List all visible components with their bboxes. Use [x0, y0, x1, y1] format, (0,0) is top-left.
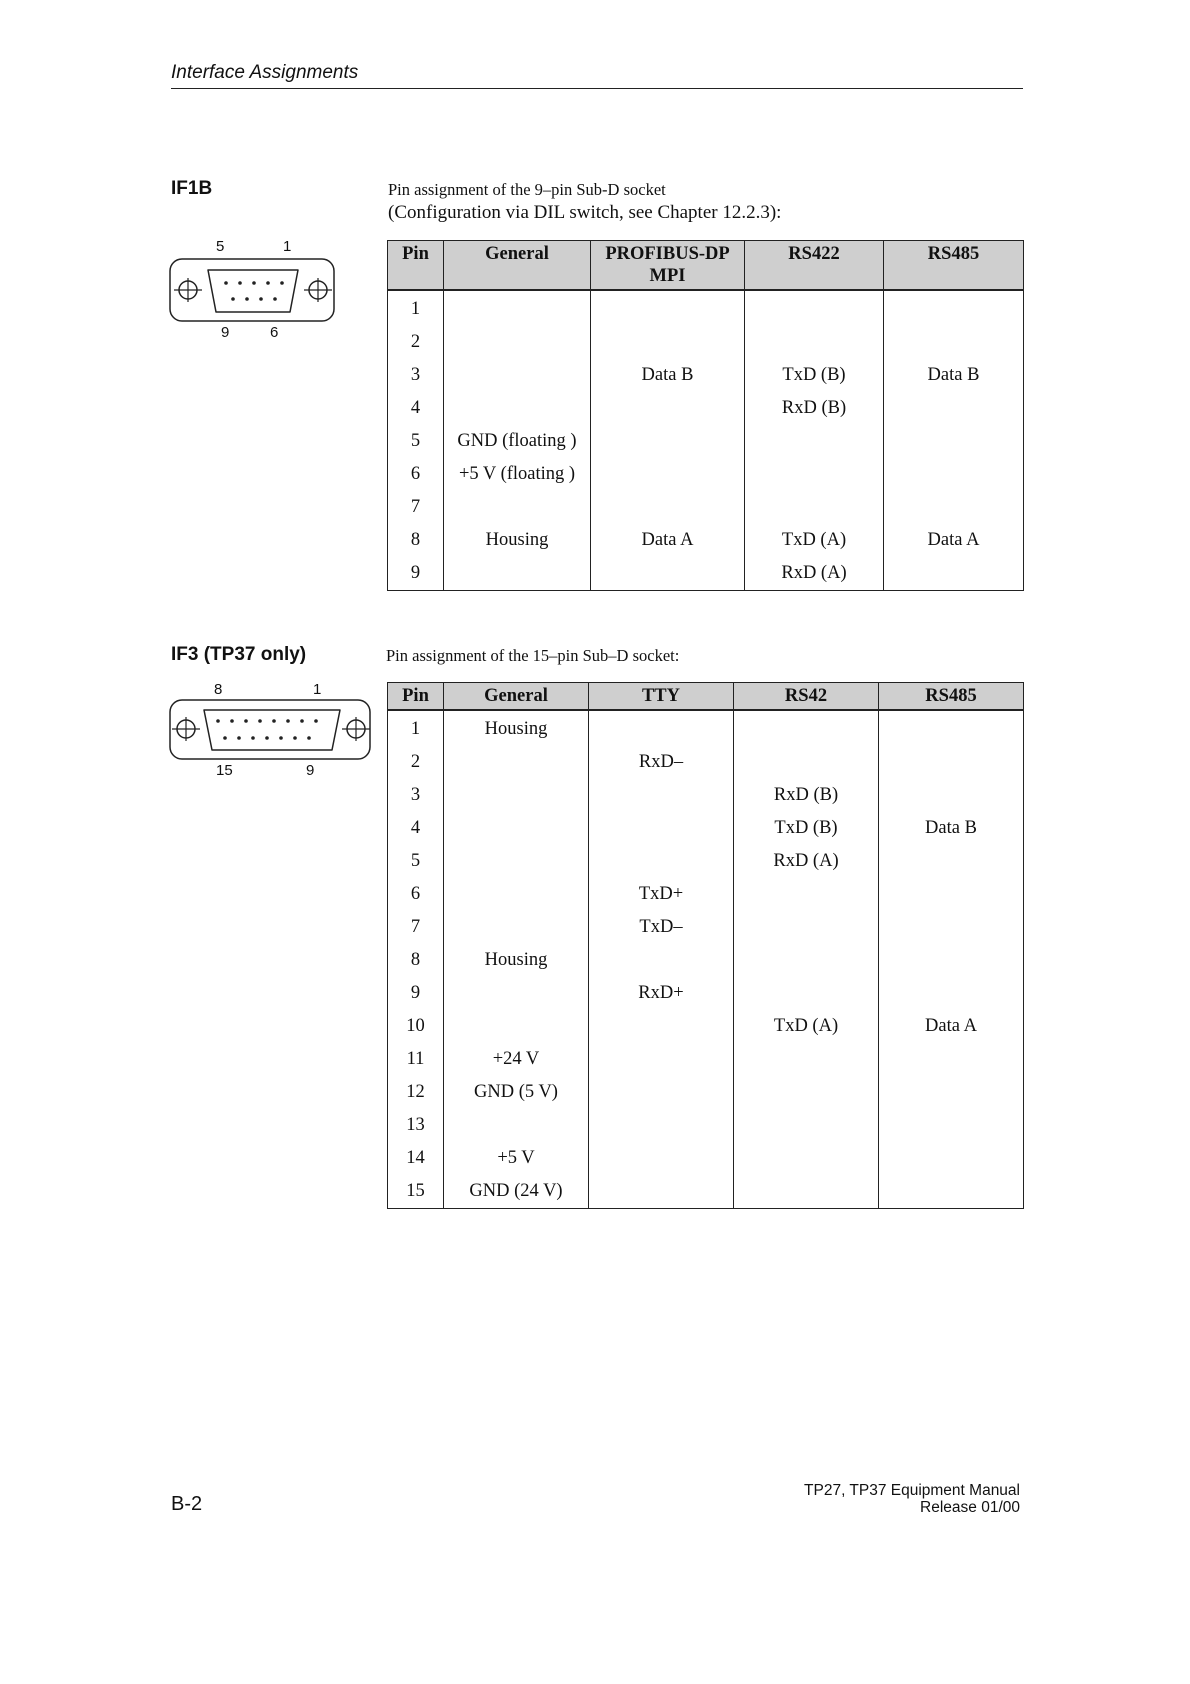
sub-d-15-connector-icon — [168, 698, 374, 762]
table-row — [388, 1043, 1024, 1076]
table-cell — [589, 812, 734, 845]
table-cell: Data B — [884, 359, 1024, 392]
table-cell: 14 — [388, 1142, 444, 1175]
table-cell — [444, 557, 591, 591]
table-cell: 2 — [388, 326, 444, 359]
table-cell — [734, 746, 879, 779]
table-cell — [444, 812, 589, 845]
table-row — [388, 491, 1024, 524]
table-row — [388, 1010, 1024, 1043]
table-cell: Housing — [444, 524, 591, 557]
col-header-rs485: RS485 — [884, 241, 1024, 291]
table-cell: TxD (B) — [745, 359, 884, 392]
table-cell: Housing — [444, 710, 589, 746]
table-cell — [884, 290, 1024, 326]
table-cell: Housing — [444, 944, 589, 977]
col-header-pin: Pin — [388, 683, 444, 711]
table-cell: RxD+ — [589, 977, 734, 1010]
table-cell — [745, 491, 884, 524]
if3-connector-label-bottom-left: 15 — [216, 762, 233, 779]
table-cell: GND (5 V) — [444, 1076, 589, 1109]
if3-connector-label-bottom-right: 9 — [306, 762, 315, 779]
table-cell: TxD (A) — [745, 524, 884, 557]
table-cell: GND (floating ) — [444, 425, 591, 458]
table-cell — [589, 1076, 734, 1109]
table-cell — [879, 1076, 1024, 1109]
table-cell — [734, 977, 879, 1010]
table-cell — [879, 1043, 1024, 1076]
table-cell — [591, 491, 745, 524]
table-cell: 7 — [388, 911, 444, 944]
table-cell — [884, 392, 1024, 425]
table-cell: 1 — [388, 710, 444, 746]
table-cell — [444, 1109, 589, 1142]
table-cell: 15 — [388, 1175, 444, 1209]
table-cell — [879, 944, 1024, 977]
table-cell: RxD– — [589, 746, 734, 779]
table-row — [388, 746, 1024, 779]
table-cell — [745, 326, 884, 359]
table-cell — [444, 746, 589, 779]
table-cell — [734, 1142, 879, 1175]
table-row — [388, 845, 1024, 878]
table-cell: +5 V (floating ) — [444, 458, 591, 491]
col-header-rs42: RS42 — [734, 683, 879, 711]
table-cell: 1 — [388, 290, 444, 326]
table-row — [388, 524, 1024, 557]
table-cell — [589, 1142, 734, 1175]
table-cell — [589, 710, 734, 746]
table-cell: RxD (B) — [745, 392, 884, 425]
table-row — [388, 425, 1024, 458]
if3-connector-label-top-left: 8 — [214, 681, 223, 698]
table-cell — [879, 878, 1024, 911]
table-cell — [589, 845, 734, 878]
header-rule — [171, 88, 1023, 89]
table-cell: 6 — [388, 458, 444, 491]
col-header-profibus-mpi: PROFIBUS-DP MPI — [591, 241, 745, 291]
table-cell: 12 — [388, 1076, 444, 1109]
table-cell — [734, 1175, 879, 1209]
table-cell — [879, 977, 1024, 1010]
if1b-caption-line2: (Configuration via DIL switch, see Chapter 12.2.3): — [388, 202, 782, 223]
table-cell — [444, 779, 589, 812]
table-cell: 5 — [388, 845, 444, 878]
table-cell — [734, 1109, 879, 1142]
table-cell — [589, 1109, 734, 1142]
col-header-rs422: RS422 — [745, 241, 884, 291]
col-header-tty: TTY — [589, 683, 734, 711]
table-cell — [444, 1010, 589, 1043]
table-cell: Data A — [879, 1010, 1024, 1043]
table-row — [388, 290, 1024, 326]
if1b-pin-table — [387, 240, 1024, 591]
table-cell — [591, 326, 745, 359]
table-cell — [734, 944, 879, 977]
table-row — [388, 944, 1024, 977]
col-header-general: General — [444, 241, 591, 291]
page-number: B-2 — [171, 1493, 203, 1515]
table-header-row — [388, 241, 1024, 291]
table-row — [388, 557, 1024, 591]
table-cell — [745, 458, 884, 491]
table-cell — [444, 845, 589, 878]
table-cell — [734, 710, 879, 746]
running-header: Interface Assignments — [171, 62, 359, 83]
table-cell — [591, 392, 745, 425]
if3-section-title: IF3 (TP37 only) — [171, 644, 307, 665]
table-cell — [591, 425, 745, 458]
table-row — [388, 359, 1024, 392]
table-cell: 5 — [388, 425, 444, 458]
table-cell — [879, 1142, 1024, 1175]
table-cell — [444, 878, 589, 911]
if1b-caption-line1: Pin assignment of the 9–pin Sub-D socket — [388, 180, 666, 199]
table-row — [388, 710, 1024, 746]
table-cell — [589, 1043, 734, 1076]
table-cell — [589, 1175, 734, 1209]
table-cell: 4 — [388, 392, 444, 425]
table-row — [388, 878, 1024, 911]
table-cell: Data A — [884, 524, 1024, 557]
table-cell: 6 — [388, 878, 444, 911]
table-cell — [884, 557, 1024, 591]
manual-release: Release 01/00 — [920, 1499, 1020, 1516]
table-cell: TxD– — [589, 911, 734, 944]
table-cell: 10 — [388, 1010, 444, 1043]
table-cell — [745, 290, 884, 326]
table-cell: TxD+ — [589, 878, 734, 911]
col-header-pin: Pin — [388, 241, 444, 291]
table-cell: 3 — [388, 359, 444, 392]
if1b-connector-label-top-right: 1 — [283, 238, 292, 255]
table-cell — [734, 1043, 879, 1076]
table-cell — [591, 557, 745, 591]
table-cell: Data B — [879, 812, 1024, 845]
table-cell — [734, 911, 879, 944]
table-cell — [879, 1109, 1024, 1142]
table-cell — [444, 911, 589, 944]
table-cell: 2 — [388, 746, 444, 779]
table-row — [388, 779, 1024, 812]
table-cell — [444, 491, 591, 524]
table-cell: 7 — [388, 491, 444, 524]
table-cell: RxD (B) — [734, 779, 879, 812]
col-header-rs485: RS485 — [879, 683, 1024, 711]
table-cell — [734, 1076, 879, 1109]
table-cell: RxD (A) — [745, 557, 884, 591]
table-row — [388, 392, 1024, 425]
col-header-general: General — [444, 683, 589, 711]
table-cell — [884, 491, 1024, 524]
if1b-connector-label-bottom-left: 9 — [221, 324, 230, 341]
if1b-section-title: IF1B — [171, 178, 213, 199]
manual-reference — [804, 1482, 1020, 1516]
table-cell: TxD (B) — [734, 812, 879, 845]
table-cell — [884, 425, 1024, 458]
table-cell — [879, 779, 1024, 812]
table-cell: 4 — [388, 812, 444, 845]
table-cell — [591, 458, 745, 491]
if1b-connector-label-top-left: 5 — [216, 238, 225, 255]
table-cell — [589, 944, 734, 977]
table-cell — [884, 458, 1024, 491]
table-cell — [884, 326, 1024, 359]
table-cell — [444, 977, 589, 1010]
manual-title: TP27, TP37 Equipment Manual — [804, 1482, 1020, 1499]
table-cell — [591, 290, 745, 326]
table-cell — [734, 878, 879, 911]
table-cell: +24 V — [444, 1043, 589, 1076]
table-cell: 13 — [388, 1109, 444, 1142]
table-cell: GND (24 V) — [444, 1175, 589, 1209]
table-cell: Data A — [591, 524, 745, 557]
if3-pin-table — [387, 682, 1024, 1209]
table-cell: RxD (A) — [734, 845, 879, 878]
table-row — [388, 1142, 1024, 1175]
table-cell — [879, 746, 1024, 779]
table-cell: 11 — [388, 1043, 444, 1076]
table-cell: 8 — [388, 944, 444, 977]
if3-caption: Pin assignment of the 15–pin Sub–D socket: — [386, 646, 680, 665]
sub-d-9-connector-icon — [168, 256, 338, 326]
table-row — [388, 812, 1024, 845]
table-cell — [879, 1175, 1024, 1209]
table-cell — [444, 392, 591, 425]
table-row — [388, 458, 1024, 491]
table-cell — [589, 779, 734, 812]
table-row — [388, 977, 1024, 1010]
if1b-connector-label-bottom-right: 6 — [270, 324, 279, 341]
table-cell — [879, 845, 1024, 878]
table-cell — [444, 326, 591, 359]
table-row — [388, 1175, 1024, 1209]
table-cell: 8 — [388, 524, 444, 557]
table-row — [388, 1076, 1024, 1109]
table-cell: +5 V — [444, 1142, 589, 1175]
table-cell: 3 — [388, 779, 444, 812]
table-cell — [589, 1010, 734, 1043]
table-cell — [745, 425, 884, 458]
table-row — [388, 326, 1024, 359]
table-header-row — [388, 683, 1024, 711]
table-cell — [444, 290, 591, 326]
table-row — [388, 911, 1024, 944]
table-cell — [879, 710, 1024, 746]
table-cell — [444, 359, 591, 392]
table-cell: Data B — [591, 359, 745, 392]
table-cell: TxD (A) — [734, 1010, 879, 1043]
table-row — [388, 1109, 1024, 1142]
table-cell — [879, 911, 1024, 944]
table-cell: 9 — [388, 977, 444, 1010]
if3-connector-label-top-right: 1 — [313, 681, 322, 698]
table-cell: 9 — [388, 557, 444, 591]
